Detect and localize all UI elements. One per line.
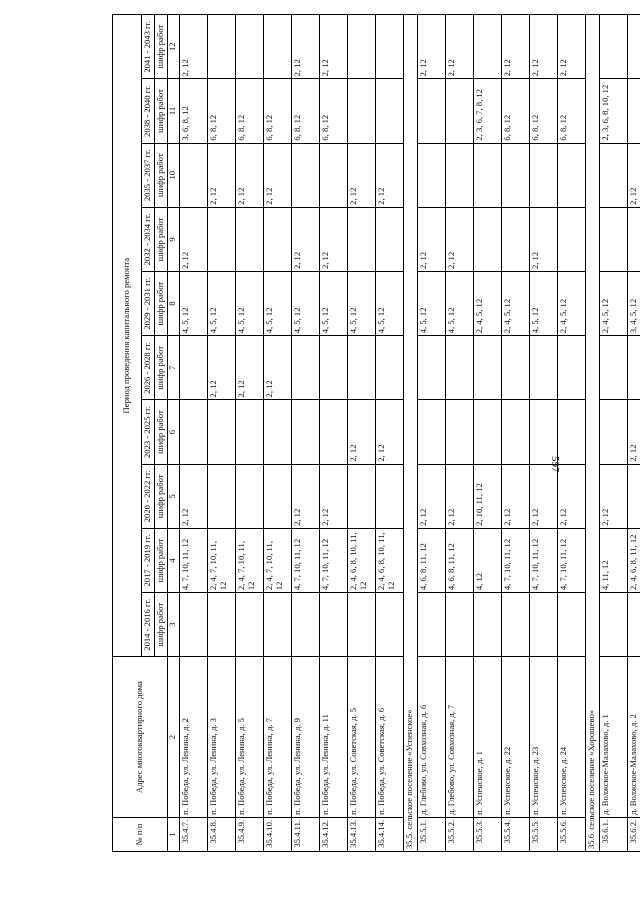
- section-row: [403, 15, 417, 852]
- row-number: 35.4.11.: [291, 817, 319, 851]
- work-codes-cell: 4, 5, 12: [235, 272, 263, 336]
- work-codes-cell: [473, 143, 501, 207]
- row-address: д. Волжское-Малахово, д. 2: [627, 657, 640, 818]
- work-codes-cell: 2, 12: [207, 336, 235, 400]
- work-codes-cell: 2, 12: [319, 15, 347, 79]
- work-codes-cell: [529, 143, 557, 207]
- column-number: 8: [167, 272, 179, 336]
- work-codes-cell: 2, 12: [319, 464, 347, 528]
- work-codes-cell: 2, 12: [347, 400, 375, 464]
- work-codes-cell: 4, 5, 12: [529, 272, 557, 336]
- row-address: п. Победа, ул. Советская, д. 6: [375, 657, 403, 818]
- work-codes-cell: [235, 400, 263, 464]
- work-codes-cell: 2, 12: [263, 336, 291, 400]
- sub-header: шифр работ: [154, 400, 167, 464]
- work-codes-cell: [445, 593, 473, 657]
- work-codes-cell: [291, 336, 319, 400]
- header-address: Адрес многоквартирного дома: [113, 657, 168, 818]
- work-codes-cell: 2, 4, 7, 10, 11, 12: [235, 528, 263, 592]
- work-codes-cell: [627, 207, 640, 271]
- work-codes-cell: 2, 12: [529, 207, 557, 271]
- work-codes-cell: 2, 4, 7, 10, 11, 12: [207, 528, 235, 592]
- row-address: д. Глебово, ул. Совхозная, д. 7: [445, 657, 473, 818]
- work-codes-cell: [501, 143, 529, 207]
- column-number: 3: [167, 593, 179, 657]
- table-row: [375, 15, 403, 852]
- row-address: д. Волжское-Малахово, д. 1: [599, 657, 627, 818]
- work-codes-cell: 2, 4, 6, 8, 10, 11, 12: [347, 528, 375, 592]
- work-codes-cell: [473, 15, 501, 79]
- row-number: 35.6.1.: [599, 817, 627, 851]
- work-codes-cell: [599, 143, 627, 207]
- work-codes-cell: 2, 12: [417, 464, 445, 528]
- work-codes-cell: 4, 12: [473, 528, 501, 592]
- work-codes-cell: 4, 5, 12: [347, 272, 375, 336]
- work-codes-cell: [557, 593, 585, 657]
- work-codes-cell: 2, 12: [319, 207, 347, 271]
- work-codes-cell: [263, 464, 291, 528]
- work-codes-cell: [263, 15, 291, 79]
- sub-header: шифр работ: [154, 593, 167, 657]
- sub-header: шифр работ: [154, 464, 167, 528]
- work-codes-cell: 4, 6, 8, 11, 12: [445, 528, 473, 592]
- work-codes-cell: 4, 5, 12: [263, 272, 291, 336]
- table-row: [627, 15, 640, 852]
- work-codes-cell: [235, 15, 263, 79]
- work-codes-cell: [319, 400, 347, 464]
- work-codes-cell: [529, 400, 557, 464]
- work-codes-cell: 4, 7, 10, 11, 12: [291, 528, 319, 592]
- work-codes-cell: [207, 464, 235, 528]
- work-codes-cell: [347, 207, 375, 271]
- work-codes-cell: 2, 12: [417, 15, 445, 79]
- work-codes-cell: 6, 8, 12: [501, 79, 529, 143]
- work-codes-cell: [417, 79, 445, 143]
- work-codes-cell: [347, 593, 375, 657]
- row-number: 35.5.1.: [417, 817, 445, 851]
- row-address: п. Победа, ул. Ленина, д. 9: [291, 657, 319, 818]
- work-codes-cell: 2, 12: [417, 207, 445, 271]
- work-codes-cell: [557, 143, 585, 207]
- work-codes-cell: [599, 207, 627, 271]
- work-codes-cell: [347, 79, 375, 143]
- work-codes-cell: 2, 12: [235, 143, 263, 207]
- column-number: 11: [167, 79, 179, 143]
- work-codes-cell: 2, 12: [375, 143, 403, 207]
- work-codes-cell: [445, 79, 473, 143]
- table-row: [529, 15, 557, 852]
- sub-header: шифр работ: [154, 207, 167, 271]
- work-codes-cell: 6, 8, 12: [319, 79, 347, 143]
- sub-header: шифр работ: [154, 272, 167, 336]
- work-codes-cell: [473, 593, 501, 657]
- work-codes-cell: [501, 336, 529, 400]
- row-number: 35.4.13.: [347, 817, 375, 851]
- work-codes-cell: 2, 12: [557, 464, 585, 528]
- header-period: Период проведения капитального ремонта: [113, 15, 142, 657]
- work-codes-cell: [473, 336, 501, 400]
- work-codes-cell: 2, 12: [291, 15, 319, 79]
- row-number: 35.4.7.: [179, 817, 207, 851]
- work-codes-cell: 2, 3, 6, 8, 10, 12: [599, 79, 627, 143]
- work-codes-cell: [375, 593, 403, 657]
- year-header: 2023 - 2025 гг.: [142, 400, 155, 464]
- work-codes-cell: 4, 5, 12: [207, 272, 235, 336]
- work-codes-cell: 4, 11, 12: [599, 528, 627, 592]
- row-address: п. Успенское, д. 23: [529, 657, 557, 818]
- table-row: [473, 15, 501, 852]
- table-row: [347, 15, 375, 852]
- year-header: 2029 - 2031 гг.: [142, 272, 155, 336]
- work-codes-cell: 4, 6, 8, 11, 12: [417, 528, 445, 592]
- work-codes-cell: 2, 12: [627, 400, 640, 464]
- work-codes-cell: 2, 12: [347, 143, 375, 207]
- work-codes-cell: [263, 207, 291, 271]
- table-header: [113, 15, 180, 852]
- work-codes-cell: 4, 7, 10, 11, 12: [529, 528, 557, 592]
- work-codes-cell: 4, 7, 10, 11, 12: [557, 528, 585, 592]
- work-codes-cell: 2, 4, 5, 12: [473, 272, 501, 336]
- work-codes-cell: 2, 4, 6, 8, 10, 11, 12: [375, 528, 403, 592]
- work-codes-cell: 4, 5, 12: [445, 272, 473, 336]
- table-row: [263, 15, 291, 852]
- work-codes-cell: [501, 207, 529, 271]
- work-codes-cell: [473, 207, 501, 271]
- table-row: [291, 15, 319, 852]
- column-number: 12: [167, 15, 179, 79]
- work-codes-cell: 2, 3, 6, 7, 8, 12: [473, 79, 501, 143]
- year-header: 2026 - 2028 гг.: [142, 336, 155, 400]
- work-codes-cell: 2, 12: [627, 143, 640, 207]
- header-col-numbers-row: [167, 15, 179, 852]
- work-codes-cell: 2, 12: [445, 207, 473, 271]
- row-address: п. Победа, ул. Ленина, д. 2: [179, 657, 207, 818]
- work-codes-cell: 6, 8, 12: [291, 79, 319, 143]
- work-codes-cell: [501, 400, 529, 464]
- work-codes-cell: 2, 12: [557, 15, 585, 79]
- column-number: 9: [167, 207, 179, 271]
- work-codes-cell: 2, 12: [501, 15, 529, 79]
- work-codes-cell: 4, 5, 12: [291, 272, 319, 336]
- work-codes-cell: [319, 143, 347, 207]
- row-address: п. Успенское, д. 24: [557, 657, 585, 818]
- work-codes-cell: 2, 12: [599, 464, 627, 528]
- row-address: п. Победа, ул. Ленина, д. 5: [235, 657, 263, 818]
- work-codes-cell: [627, 464, 640, 528]
- work-codes-cell: 2, 12: [375, 400, 403, 464]
- work-codes-cell: [179, 143, 207, 207]
- work-codes-cell: 2, 10, 11, 12: [473, 464, 501, 528]
- work-codes-cell: [557, 207, 585, 271]
- sub-header: шифр работ: [154, 143, 167, 207]
- work-codes-cell: [179, 400, 207, 464]
- work-codes-cell: [473, 400, 501, 464]
- row-number: 35.4.9.: [235, 817, 263, 851]
- work-codes-cell: [291, 593, 319, 657]
- work-codes-cell: [291, 143, 319, 207]
- row-number: 35.4.10.: [263, 817, 291, 851]
- work-codes-cell: 2, 12: [207, 143, 235, 207]
- year-header: 2020 - 2022 гг.: [142, 464, 155, 528]
- sub-header: шифр работ: [154, 79, 167, 143]
- table-row: [179, 15, 207, 852]
- work-codes-cell: 3, 6, 8, 12: [179, 79, 207, 143]
- work-codes-cell: 2, 12: [445, 464, 473, 528]
- work-codes-cell: [417, 143, 445, 207]
- column-number: 10: [167, 143, 179, 207]
- work-codes-cell: 2, 12: [291, 207, 319, 271]
- work-codes-cell: [445, 143, 473, 207]
- work-codes-cell: [207, 207, 235, 271]
- year-header: 2041 - 2043 гг.: [142, 15, 155, 79]
- work-codes-cell: 2, 12: [263, 143, 291, 207]
- work-codes-cell: [529, 593, 557, 657]
- work-codes-cell: [501, 593, 529, 657]
- row-address: д. Глебово, ул. Совхозная, д. 6: [417, 657, 445, 818]
- work-codes-cell: [179, 593, 207, 657]
- work-codes-cell: 2, 12: [501, 464, 529, 528]
- work-codes-cell: [445, 400, 473, 464]
- work-codes-cell: [417, 336, 445, 400]
- row-number: 35.4.14.: [375, 817, 403, 851]
- page-number: 597: [549, 456, 561, 473]
- table-row: [599, 15, 627, 852]
- work-codes-cell: 2, 12: [445, 15, 473, 79]
- work-codes-cell: 2, 12: [179, 15, 207, 79]
- work-codes-cell: [347, 464, 375, 528]
- sub-header: шифр работ: [154, 336, 167, 400]
- work-codes-cell: [319, 336, 347, 400]
- work-codes-cell: 6, 8, 12: [557, 79, 585, 143]
- work-codes-cell: 2, 12: [529, 15, 557, 79]
- work-codes-cell: [207, 593, 235, 657]
- row-address: п. Победа, ул. Ленина, д. 11: [319, 657, 347, 818]
- work-codes-cell: [417, 593, 445, 657]
- work-codes-cell: [627, 336, 640, 400]
- sub-header: шифр работ: [154, 15, 167, 79]
- work-codes-cell: [375, 15, 403, 79]
- column-number: 6: [167, 400, 179, 464]
- work-codes-cell: [557, 400, 585, 464]
- column-number: 2: [167, 657, 179, 818]
- table-row: [557, 15, 585, 852]
- work-codes-cell: [599, 15, 627, 79]
- table-row: [235, 15, 263, 852]
- header-num: № п/п: [113, 817, 168, 851]
- row-number: 35.5.4.: [501, 817, 529, 851]
- column-number: 1: [167, 817, 179, 851]
- work-codes-cell: [417, 400, 445, 464]
- column-number: 5: [167, 464, 179, 528]
- work-codes-cell: [445, 336, 473, 400]
- work-codes-cell: [375, 207, 403, 271]
- work-codes-cell: 4, 7, 10, 11, 12: [179, 528, 207, 592]
- work-codes-cell: 6, 8, 12: [235, 79, 263, 143]
- work-codes-cell: [319, 593, 347, 657]
- work-codes-cell: [263, 400, 291, 464]
- work-codes-cell: 4, 5, 12: [375, 272, 403, 336]
- row-number: 35.5.5.: [529, 817, 557, 851]
- column-number: 4: [167, 528, 179, 592]
- work-codes-cell: 6, 8, 12: [207, 79, 235, 143]
- rotated-table-container: [112, 14, 638, 852]
- sub-header: шифр работ: [154, 528, 167, 592]
- row-number: 35.4.8.: [207, 817, 235, 851]
- work-codes-cell: 4, 5, 12: [179, 272, 207, 336]
- table-row: [417, 15, 445, 852]
- work-codes-cell: [179, 336, 207, 400]
- row-address: п. Победа, ул. Ленина, д. 3: [207, 657, 235, 818]
- work-codes-cell: 2, 12: [235, 336, 263, 400]
- work-codes-cell: [627, 593, 640, 657]
- row-number: 35.5.3.: [473, 817, 501, 851]
- work-codes-cell: [529, 336, 557, 400]
- work-codes-cell: [235, 207, 263, 271]
- work-codes-cell: [375, 79, 403, 143]
- year-header: 2035 - 2037 гг.: [142, 143, 155, 207]
- work-codes-cell: [627, 15, 640, 79]
- work-codes-cell: [347, 15, 375, 79]
- section-title: 35.5. сельское поселение «Успенское»: [403, 15, 417, 852]
- work-codes-cell: 3, 4, 5, 12: [627, 272, 640, 336]
- column-number: 7: [167, 336, 179, 400]
- row-address: п. Победа, ул. Ленина, д. 7: [263, 657, 291, 818]
- work-codes-cell: [627, 79, 640, 143]
- work-codes-cell: 2, 12: [179, 207, 207, 271]
- work-codes-cell: 4, 5, 12: [417, 272, 445, 336]
- work-codes-cell: [207, 400, 235, 464]
- work-codes-cell: [235, 464, 263, 528]
- work-codes-cell: 2, 12: [529, 464, 557, 528]
- work-codes-cell: [207, 15, 235, 79]
- work-codes-cell: 2, 4, 5, 12: [599, 272, 627, 336]
- work-codes-cell: [375, 336, 403, 400]
- work-codes-cell: 6, 8, 12: [263, 79, 291, 143]
- year-header: 2014 - 2016 гг.: [142, 593, 155, 657]
- section-row: [585, 15, 599, 852]
- work-codes-cell: [291, 400, 319, 464]
- table-row: [445, 15, 473, 852]
- table-row: [501, 15, 529, 852]
- work-codes-cell: 6, 8, 12: [529, 79, 557, 143]
- work-codes-cell: [347, 336, 375, 400]
- table-body: [179, 15, 640, 852]
- work-codes-cell: 2, 12: [291, 464, 319, 528]
- row-number: 35.6.2.: [627, 817, 640, 851]
- work-codes-cell: 4, 7, 10, 11, 12: [501, 528, 529, 592]
- table-row: [207, 15, 235, 852]
- section-title: 35.6. сельское поселение «Хорошево»: [585, 15, 599, 852]
- table-row: [319, 15, 347, 852]
- work-codes-cell: 4, 5, 12: [319, 272, 347, 336]
- work-codes-cell: 2, 4, 7, 10, 11, 12: [263, 528, 291, 592]
- work-codes-cell: 4, 7, 10, 11, 12: [319, 528, 347, 592]
- row-number: 35.4.12.: [319, 817, 347, 851]
- row-number: 35.5.6.: [557, 817, 585, 851]
- work-codes-cell: 2, 12: [179, 464, 207, 528]
- work-codes-cell: [599, 593, 627, 657]
- row-address: п. Успенское, д. 1: [473, 657, 501, 818]
- year-header: 2017 - 2019 гг.: [142, 528, 155, 592]
- work-codes-cell: 2, 4, 5, 12: [557, 272, 585, 336]
- work-codes-cell: [599, 400, 627, 464]
- work-codes-cell: [599, 336, 627, 400]
- work-codes-cell: 2, 4, 6, 8, 11, 12: [627, 528, 640, 592]
- row-number: 35.5.2.: [445, 817, 473, 851]
- work-codes-cell: [263, 593, 291, 657]
- capital-repair-table: [112, 14, 640, 852]
- year-header: 2038 - 2040 гг.: [142, 79, 155, 143]
- work-codes-cell: [557, 336, 585, 400]
- work-codes-cell: 2, 4, 5, 12: [501, 272, 529, 336]
- year-header: 2032 - 2034 гг.: [142, 207, 155, 271]
- work-codes-cell: [375, 464, 403, 528]
- row-address: п. Успенское, д. 22: [501, 657, 529, 818]
- row-address: п. Победа, ул. Советская, д. 5: [347, 657, 375, 818]
- work-codes-cell: [235, 593, 263, 657]
